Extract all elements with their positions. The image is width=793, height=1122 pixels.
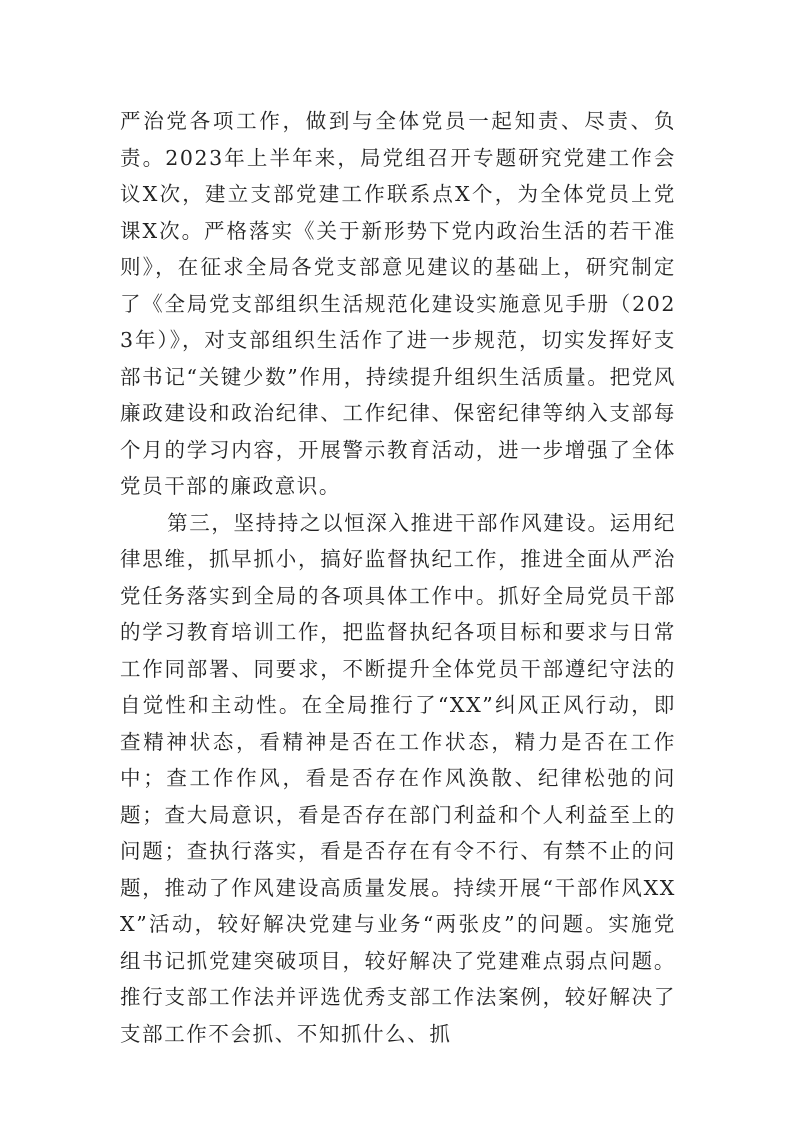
paragraph-party-discipline-work: 严治党各项工作，做到与全体党员一起知责、尽责、负责。2023年上半年来，局党组召开专题研究党建工作会议X次，建立支部党建工作联系点X个，为全体党员上党课X次。严格落实《关于新形势下党内政治生活的若干准则》，在征求全局各党支部意见建议的基础上，研究制定了《全局党支部组织生活规范化建设实施意见手册（2023年）》，对支部组织生活作了进一步规范，切实发挥好支部书记“关键少数”作用，持续提升组织生活质量。把党风廉政建设和政治纪律、工作纪律、保密纪律等纳入支部每个月的学习内容，开展警示教育活动，进一步增强了全体党员干部的廉政意识。 [120, 109, 676, 498]
document-body [120, 103, 676, 1052]
paragraph-third-work-style-construction: 第三，坚持持之以恒深入推进干部作风建设。运用纪律思维，抓早抓小，搞好监督执纪工作，推进全面从严治党任务落实到全局的各项具体工作中。抓好全局党员干部的学习教育培训工作，把监督执纪各项目标和要求与日常工作同部署、同要求，不断提升全体党员干部遵纪守法的自觉性和主动性。在全局推行了“XX”纠风正风行动，即查精神状态，看精神是否在工作状态，精力是否在工作中；查工作作风，看是否存在作风涣散、纪律松弛的问题；查大局意识，看是否存在部门利益和个人利益至上的问题；查执行落实，看是否存在有令不行、有禁不止的问题，推动了作风建设高质量发展。持续开展“干部作风XXX”活动，较好解决党建与业务“两张皮”的问题。实施党组书记抓党建突破项目，较好解决了党建难点弱点问题。推行支部工作法并评选优秀支部工作法案例，较好解决了支部工作不会抓、不知抓什么、抓 [120, 510, 676, 1046]
